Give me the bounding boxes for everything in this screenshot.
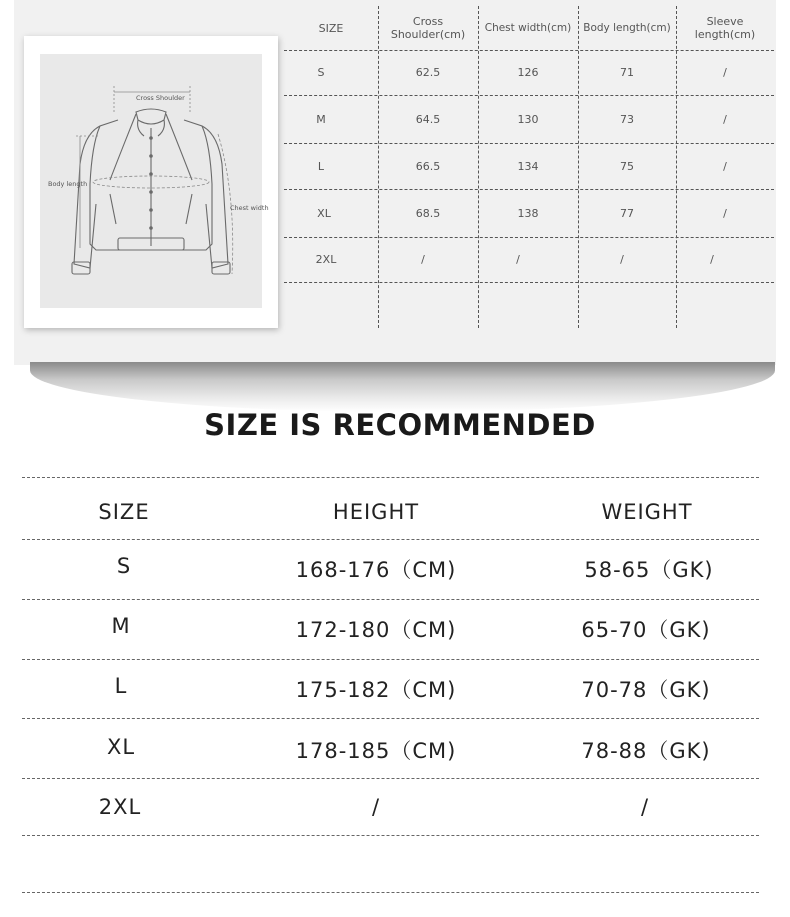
body-length-label: Body length (48, 180, 88, 188)
table-cell: 71 (620, 66, 634, 79)
table-cell: 138 (517, 206, 539, 220)
table-cell: / (620, 253, 624, 266)
table-cell-size: M (111, 614, 131, 638)
table-divider (284, 282, 774, 283)
table-divider (22, 778, 759, 779)
jacket-diagram (40, 54, 269, 308)
table-cell-size: L (114, 674, 128, 698)
chest-width-label: Chest width (230, 204, 269, 212)
table-cell: 134 (517, 159, 539, 173)
table-cell: 64.5 (415, 112, 441, 126)
table-cell-height: 168-176（CM) (295, 558, 457, 582)
table-cell-size: XL (106, 735, 136, 759)
table-cell-size: L (317, 159, 325, 173)
cross-shoulder-label: Cross Shoulder (136, 94, 185, 102)
table-cell-height: 172-180（CM) (295, 618, 457, 642)
table-divider (22, 835, 759, 836)
table-cell: 66.5 (415, 159, 441, 173)
table-divider (22, 718, 759, 719)
table-cell-size: M (316, 112, 326, 126)
column-header-chest-width: Chest width(cm) (484, 21, 572, 34)
table-cell-size: XL (317, 206, 331, 220)
table-cell-weight: / (640, 795, 650, 819)
table-cell: 75 (620, 159, 634, 173)
table-cell-size: 2XL (315, 253, 337, 266)
table-cell: 62.5 (415, 66, 441, 79)
table-cell-height: 178-185（CM) (295, 739, 457, 763)
column-header-body-length: Body length(cm) (583, 21, 671, 34)
table-divider (22, 539, 759, 540)
column-header-sleeve-length: Sleeve length(cm) (694, 15, 756, 41)
table-cell: / (723, 112, 727, 126)
table-cell-weight: 70-78（GK) (581, 678, 711, 702)
table-cell-height: 175-182（CM) (295, 678, 457, 702)
column-header-size: SIZE (98, 500, 150, 524)
table-divider (22, 659, 759, 660)
table-cell-size: S (116, 554, 132, 578)
table-cell: 126 (517, 66, 539, 79)
table-divider (22, 599, 759, 600)
shadow-divider (30, 362, 775, 412)
table-cell-height: / (371, 795, 381, 819)
table-cell: / (723, 206, 727, 220)
table-cell: 77 (620, 206, 634, 220)
column-header-size: SIZE (318, 21, 344, 35)
table-cell: / (516, 253, 520, 266)
table-cell-weight: 78-88（GK) (581, 739, 711, 763)
column-header-cross-shoulder: Cross Shoulder(cm) (390, 15, 466, 41)
table-cell-weight: 65-70（GK) (581, 618, 711, 642)
jacket-diagram-card (24, 36, 278, 328)
table-divider (22, 477, 759, 478)
table-cell: 73 (620, 112, 634, 126)
table-cell: 68.5 (415, 206, 441, 220)
table-cell: / (421, 253, 425, 266)
table-cell-size: S (317, 66, 325, 79)
section-title: SIZE IS RECOMMENDED (204, 408, 596, 442)
measurement-table (284, 6, 774, 328)
table-divider (22, 892, 759, 893)
table-cell-weight: 58-65（GK) (584, 558, 714, 582)
table-cell: / (723, 66, 727, 79)
column-header-height: HEIGHT (332, 500, 420, 524)
table-cell: / (710, 253, 714, 266)
column-header-weight: WEIGHT (601, 500, 693, 524)
table-cell-size: 2XL (98, 795, 142, 819)
table-cell: 130 (517, 112, 539, 126)
table-cell: / (723, 159, 727, 173)
